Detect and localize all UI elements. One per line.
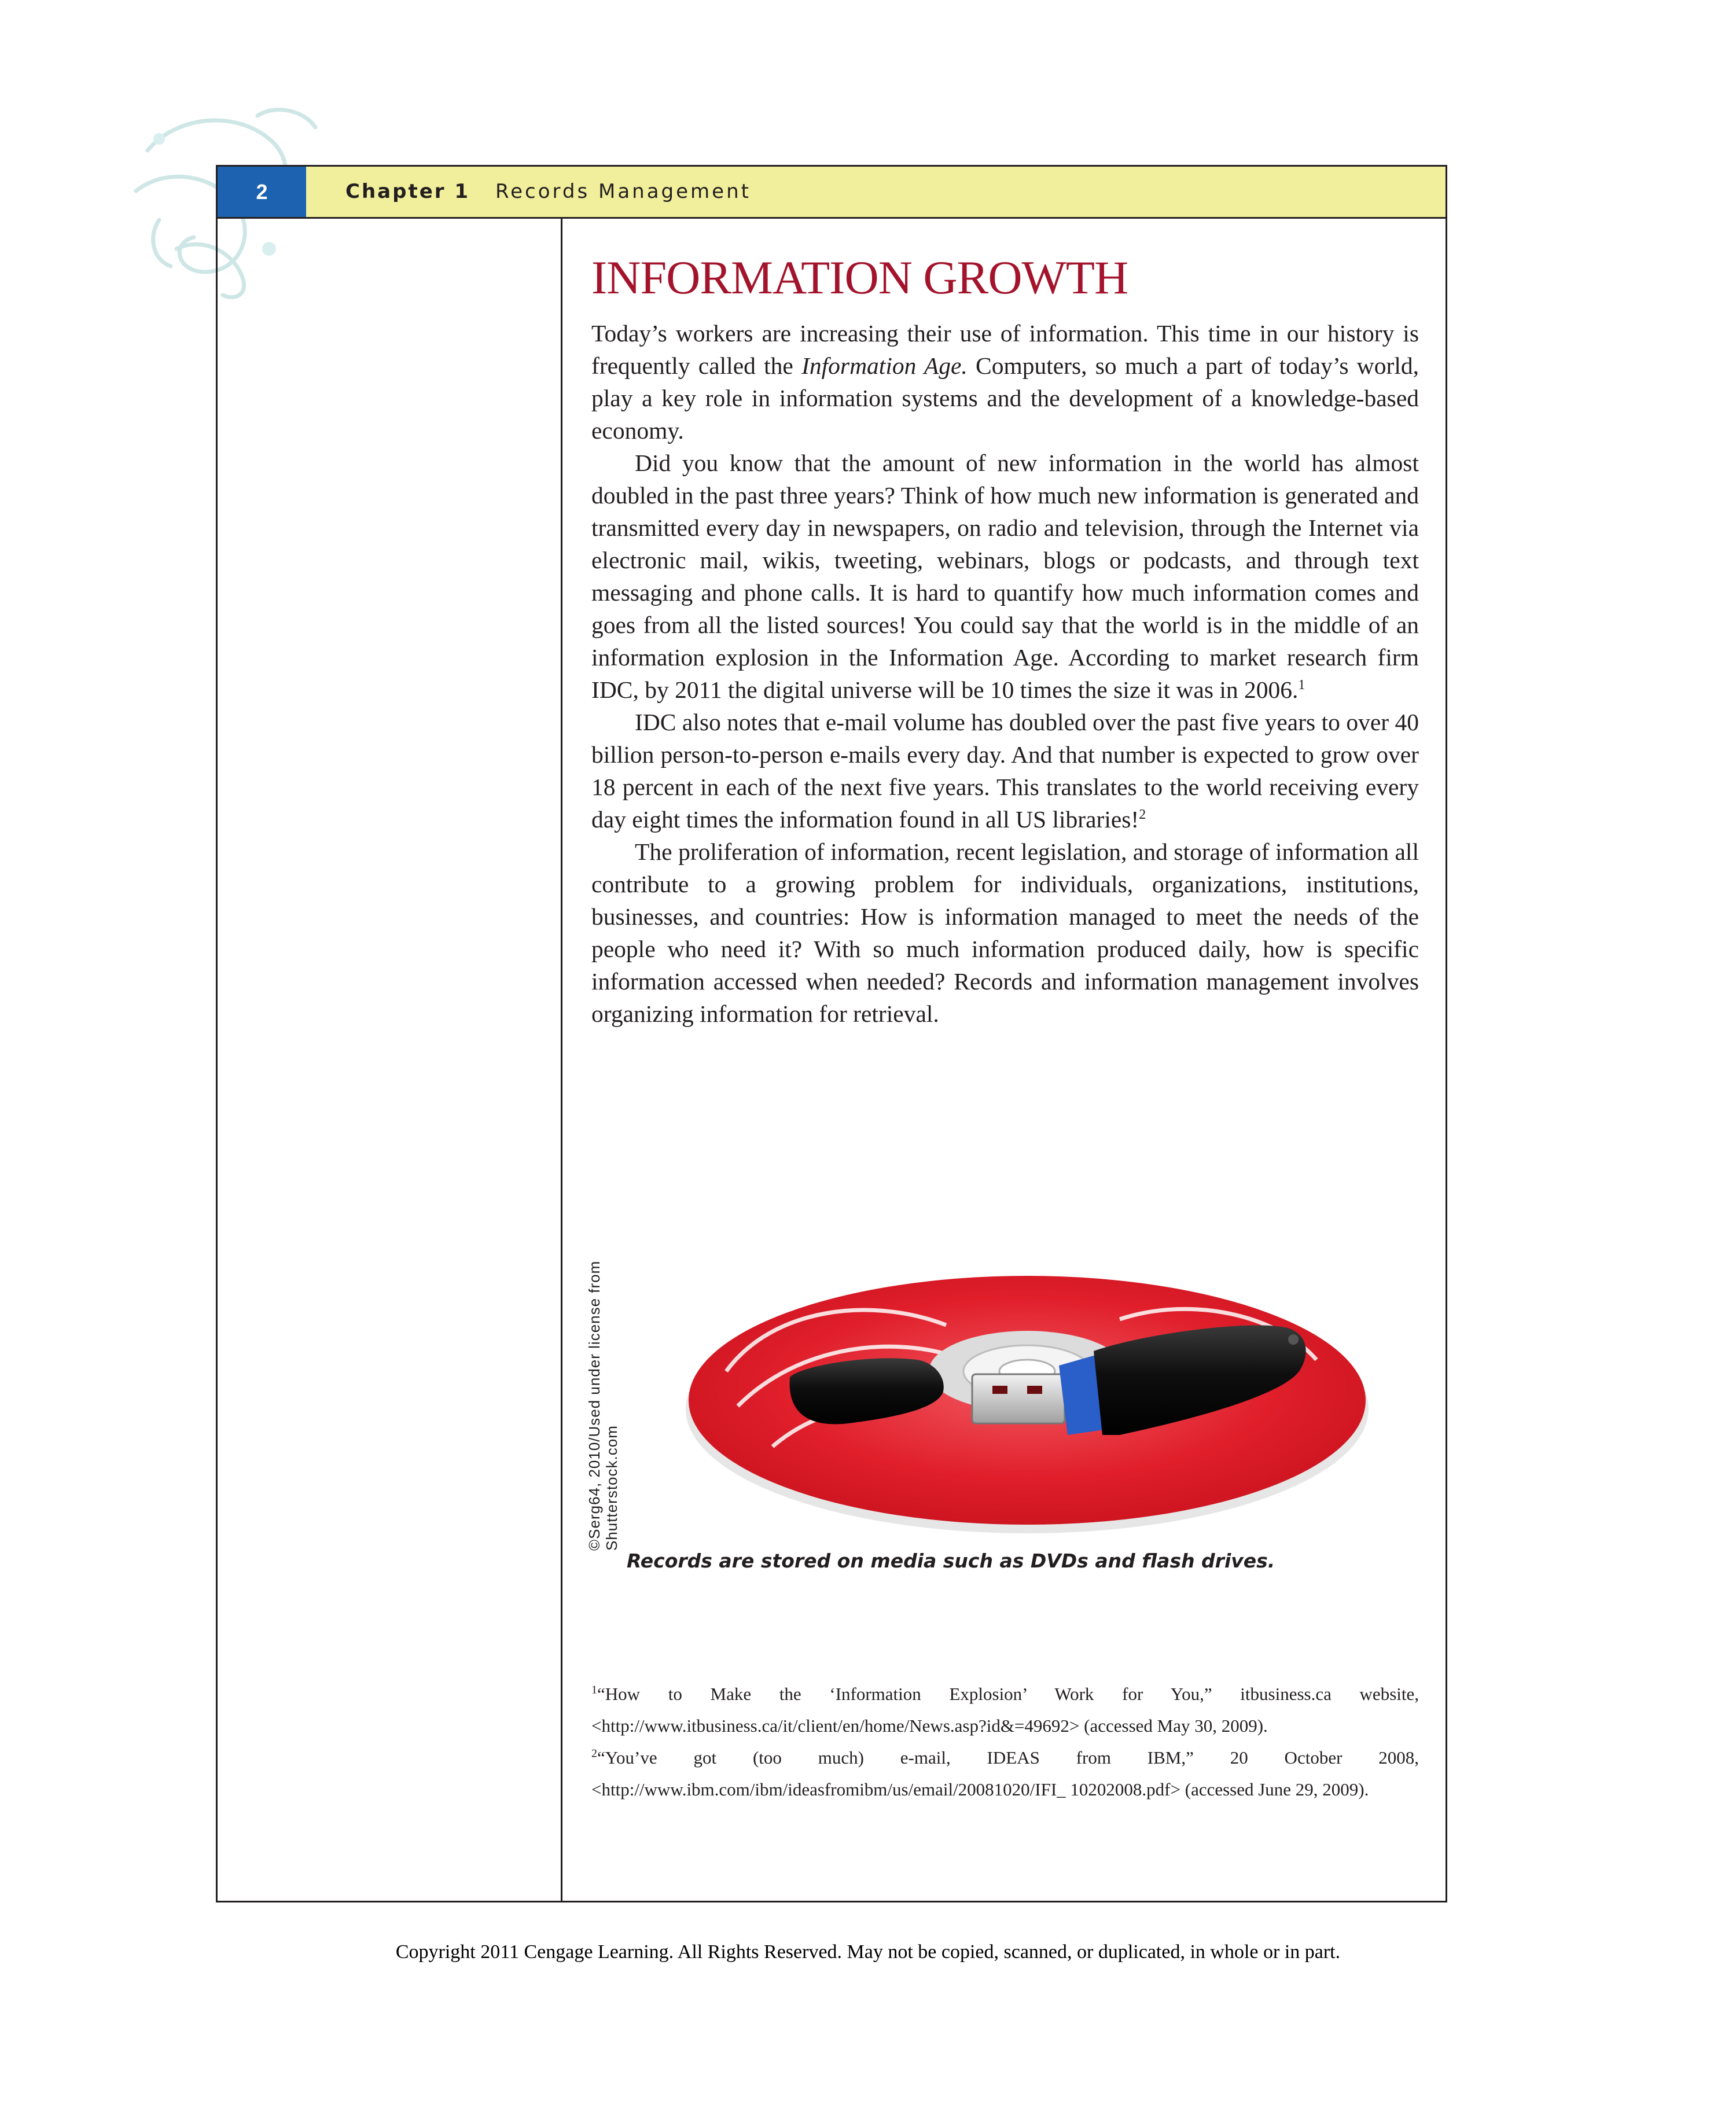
running-header: [218, 167, 1446, 219]
footnote-2: [591, 1742, 1419, 1805]
section-heading: INFORMATION GROWTH: [591, 251, 1128, 304]
footnote-2-mark: 2: [591, 1747, 597, 1760]
paragraph-1-text-a: Today’s workers are increasing their use of information. This time in our history is frequently called the: [591, 320, 1419, 379]
chapter-title: Records Management: [495, 180, 751, 203]
footnote-ref-2: 2: [1139, 807, 1146, 823]
footnote-2-text: “You’ve got (too much) e-mail, IDEAS from IBM,” 20 October 2008, <http://www.ibm.com/ibm/ideasfromibm/us/email/20081020/IFI_ 10202008.pdf> (accessed June 29, 2009).: [591, 1747, 1419, 1799]
paragraph-1-text-b: Computers, so much a part of today’s world, play a key role in information systems and the development of a knowledge-based economy.: [591, 352, 1419, 444]
footnote-1-mark: 1: [591, 1683, 597, 1696]
photo-credit-line-2: Shutterstock.com: [603, 1425, 620, 1551]
photo-credit-line-1: ©Serg64, 2010/Used under license from: [586, 1260, 603, 1551]
figure-caption: Records are stored on media such as DVDs and flash drives.: [627, 1550, 1275, 1572]
paragraph-1: [591, 317, 1419, 447]
page-number: 2: [218, 167, 306, 217]
paragraph-4: [591, 836, 1419, 1030]
main-column: [591, 249, 1419, 1030]
footnote-1: [591, 1678, 1419, 1742]
paragraph-2-text: Did you know that the amount of new information in the world has almost doubled in the past three years? Think of how much new information is generated and transmitted every day in newspapers, on radio and television, through the Internet via electronic mail, wikis, tweeting, webinars, blogs or podcasts, and through text messaging and phone calls. It is hard to quantify how much information comes and goes from all the listed sources! You could say that the world is in the middle of an information explosion in the Information Age. According to market research firm IDC, by 2011 the digital universe will be 10 times the size it was in 2006.: [591, 450, 1419, 703]
footnote-1-text: “How to Make the ‘Information Explosion’ Work for You,” itbusiness.ca website, <http://www.itbusiness.ca/it/client/en/home/News.asp?id&=49692> (accessed May 30, 2009).: [591, 1684, 1419, 1736]
paragraph-4-text: The proliferation of information, recent legislation, and storage of information all contribute to a growing problem for individuals, organizations, institutions, businesses, and countries: How is information managed to meet the needs of the people who need it? With so much information produced daily, how is specific information accessed when needed? Records and information management involves organizing information for retrieval.: [591, 838, 1419, 1027]
copyright-notice: Copyright 2011 Cengage Learning. All Rights Reserved. May not be copied, scanned, or duplicated, in whole or in part.: [395, 1941, 1341, 1963]
paragraph-3: [591, 706, 1419, 836]
paragraph-3-text: IDC also notes that e-mail volume has doubled over the past five years to over 40 billion person-to-person e-mails every day. And that number is expected to grow over 18 percent in each of the next five years. This translates to the world receiving every day eight times the information found in all US libraries!: [591, 709, 1419, 833]
chapter-label: Chapter 1: [345, 180, 470, 203]
column-divider: [561, 217, 562, 1901]
paragraph-1-emphasis: Information Age.: [801, 352, 968, 379]
body-text: [591, 317, 1419, 1030]
footnote-ref-1: 1: [1298, 678, 1305, 693]
footnotes: [591, 1678, 1419, 1805]
dvd-flash-drive-photo: [622, 1180, 1426, 1539]
paragraph-2: [591, 447, 1419, 706]
